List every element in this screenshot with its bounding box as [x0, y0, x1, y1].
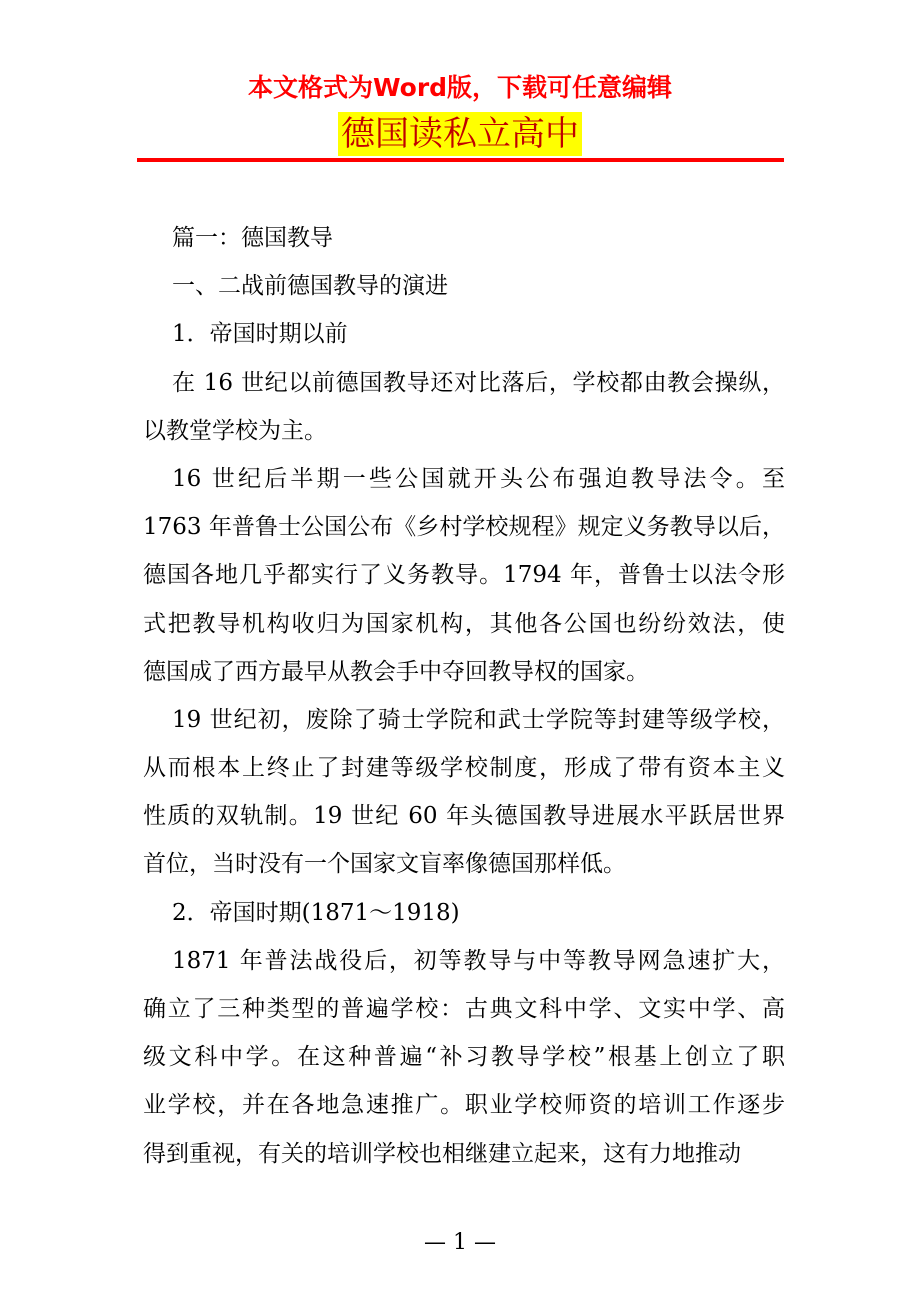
- text-line: 16 世纪后半期一些公国就开头公布强迫教导法令。至: [172, 465, 785, 492]
- text-line: 一、二战前德国教导的演进: [172, 273, 448, 300]
- document-title: 德国读私立高中: [338, 112, 582, 156]
- text-line: 首位，当时没有一个国家文盲率像德国那样低。: [143, 851, 626, 878]
- text-line: 性质的双轨制。19 世纪 60 年头德国教导进展水平跃居世界: [143, 803, 785, 830]
- paragraph: [143, 316, 785, 364]
- text-line: 以教堂学校为主。: [143, 417, 327, 444]
- document-body: [143, 220, 785, 1184]
- text-line: 1763 年普鲁士公国公布《乡村学校规程》规定义务教导以后，: [143, 514, 785, 541]
- paragraph: [143, 702, 785, 895]
- text-line: 式把教导机构收归为国家机构，其他各公国也纷纷效法，使: [143, 610, 785, 637]
- paragraph: [143, 365, 785, 461]
- text-line: 德国成了西方最早从教会手中夺回教导权的国家。: [143, 658, 649, 685]
- text-line: 德国各地几乎都实行了义务教导。1794 年，普鲁士以法令形: [143, 562, 785, 589]
- text-line: 确立了三种类型的普遍学校：古典文科中学、文实中学、高: [143, 996, 785, 1022]
- paragraph: [143, 461, 785, 702]
- title-divider: [137, 158, 784, 162]
- text-line: 从而根本上终止了封建等级学校制度，形成了带有资本主义: [143, 755, 785, 782]
- paragraph: [143, 268, 785, 316]
- text-line: 19 世纪初，废除了骑士学院和武士学院等封建等级学校，: [172, 706, 785, 733]
- text-line: 1．帝国时期以前: [172, 321, 348, 348]
- text-line: 2．帝国时期(1871～1918): [172, 899, 460, 926]
- paragraph: [143, 943, 785, 1184]
- text-line: 业学校，并在各地急速推广。职业学校师资的培训工作逐步: [143, 1092, 785, 1119]
- text-line: 得到重视，有关的培训学校也相继建立起来，这有力地推动: [143, 1140, 741, 1167]
- text-line: 1871 年普法战役后，初等教导与中等教导网急速扩大，: [172, 947, 785, 974]
- paragraph: [143, 220, 785, 268]
- text-line: 篇一：德国教导: [172, 225, 333, 251]
- page-number: — 1 —: [424, 1230, 496, 1255]
- format-notice-banner: 本文格式为Word版，下载可任意编辑: [247, 73, 673, 102]
- paragraph: [143, 895, 785, 943]
- text-line: 级文科中学。在这种普遍“补习教导学校”根基上创立了职: [143, 1044, 785, 1071]
- text-line: 在 16 世纪以前德国教导还对比落后，学校都由教会操纵，: [172, 369, 785, 396]
